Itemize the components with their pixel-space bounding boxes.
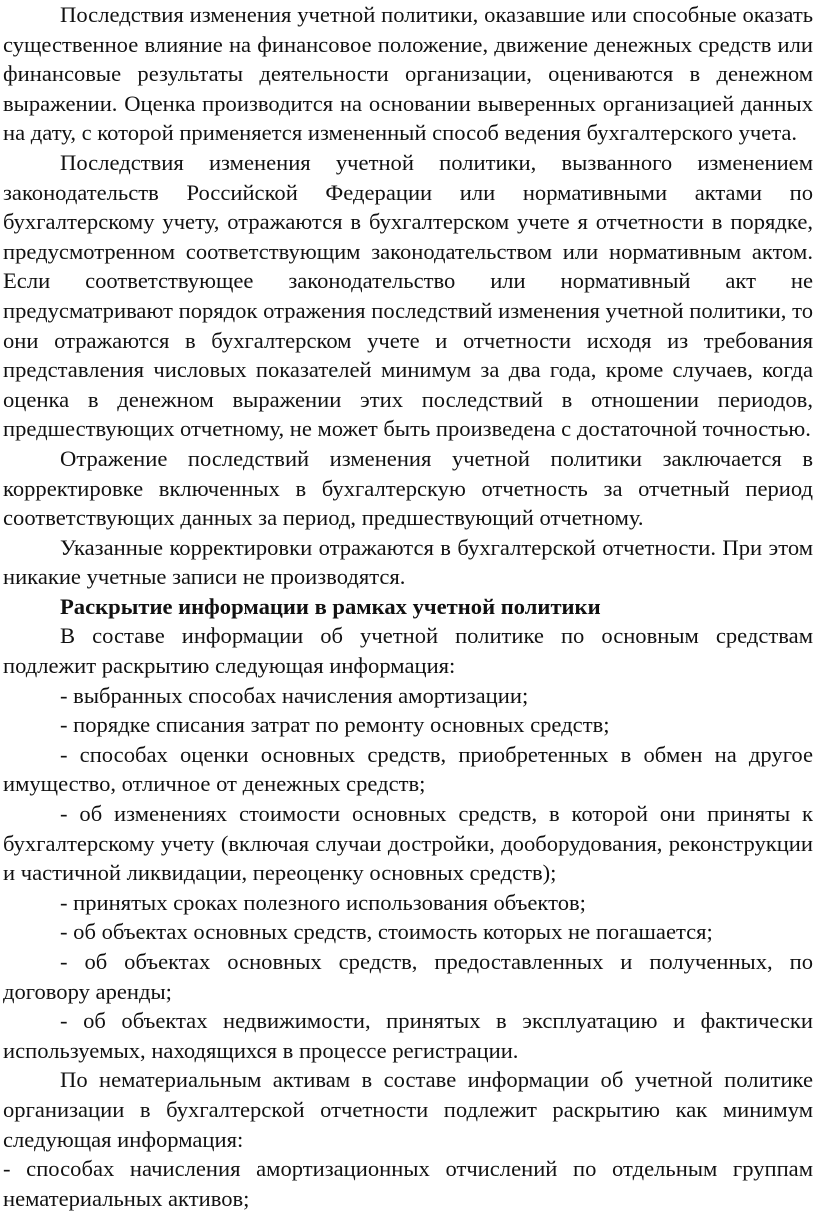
list-item: - об объектах недвижимости, принятых в эксплуатацию и фактически используемых, находящихся в процессе регистрации. [3, 1008, 813, 1063]
list-item: - выбранных способах начисления амортизации; [60, 682, 529, 708]
list-item: - способах начисления амортизационных отчислений по отдельным группам нематериальных активов; [3, 1156, 813, 1211]
list-item: - способах оценки основных средств, приобретенных в обмен на другое имущество, отличное от денежных средств; [3, 741, 813, 797]
paragraph-reflection: Отражение последствий изменения учетной политики заключается в корректировке включенных в бухгалтерскую отчетность за отчетный период соответствующих данных за период, предшествующий отчетному. [3, 445, 813, 531]
list-item: - об объектах основных средств, стоимость которых не погашается; [60, 919, 713, 945]
section-heading: Раскрытие информации в рамках учетной политики [60, 593, 601, 619]
paragraph-legislation-changes: Последствия изменения учетной политики, вызванного изменением законодательств Российской Федерации или нормативными актами по бухгалтерскому учету, отражаются в бухгалтерском учете я отчетности в порядке, предусмотренном соответствующим законодательством или нормативным актом. Если соответствующее законодательство или нормативный акт не предусматривают порядок отражения последствий изменения учетной политики, то они отражаются в бухгалтерском учете и отчетности исходя из требования представления числовых показателей минимум за два года, кроме случаев, когда оценка в денежном выражении этих последствий в отношении периодов, предшествующих отчетному, не может быть произведена с достаточной точностью. [3, 149, 813, 442]
list-item: - об изменениях стоимости основных средств, в которой они приняты к бухгалтерскому учету (включая случаи достройки, дооборудования, реконструкции и частичной ликвидации, переоценку основных средств); [3, 801, 813, 886]
list-item: - принятых сроках полезного использования объектов; [60, 889, 586, 915]
paragraph-fixed-assets-intro: В составе информации об учетной политике по основным средствам подлежит раскрытию следующая информация: [3, 623, 813, 679]
paragraph-measurement: Последствия изменения учетной политики, оказавшие или способные оказать существенное влияние на финансовое положение, движение денежных средств или финансовые результаты деятельности организации, оцениваются в денежном выражении. Оценка производится на основании выверенных организацией данных на дату, с которой применяется измененный способ ведения бухгалтерского учета. [3, 2, 813, 146]
list-item: - порядке списания затрат по ремонту основных средств; [60, 712, 610, 738]
paragraph-adjustments: Указанные корректировки отражаются в бухгалтерской отчетности. При этом никакие учетные записи не производятся. [3, 534, 813, 590]
list-item: - об объектах основных средств, предоставленных и полученных, по договору аренды; [3, 949, 813, 1004]
paragraph-intangibles-intro: По нематериальным активам в составе информации об учетной политике организации в бухгалтерской отчетности подлежит раскрытию как минимум следующая информация: [3, 1067, 813, 1152]
